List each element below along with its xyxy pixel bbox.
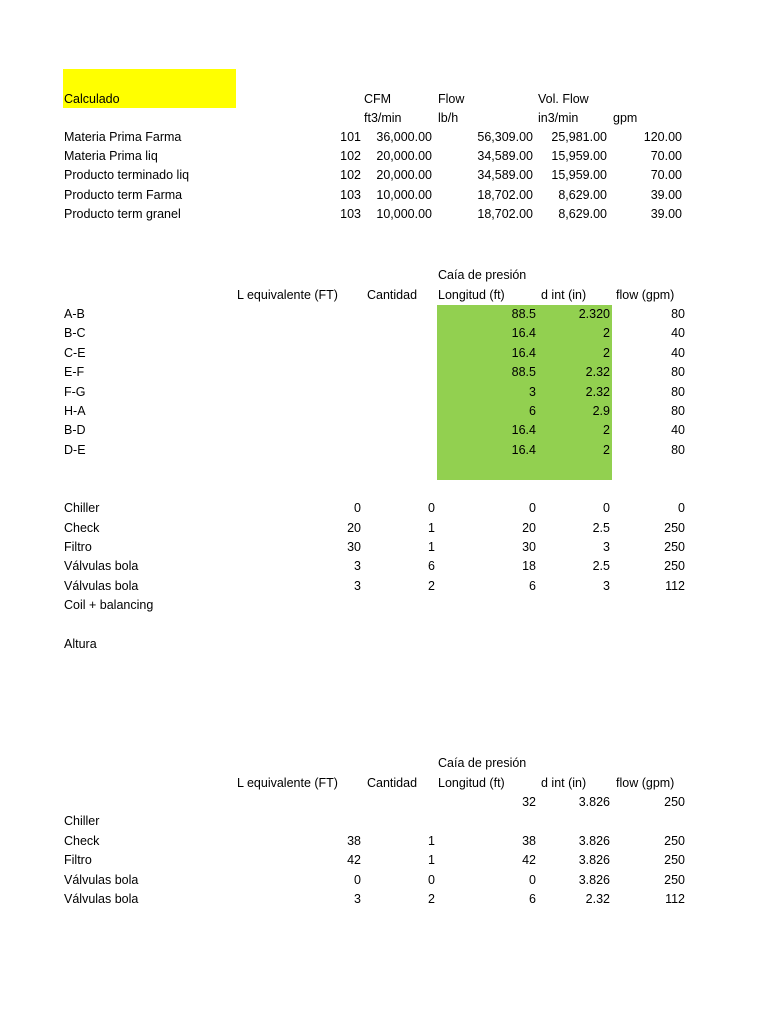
segment-longitud: 16.4	[511, 326, 536, 340]
header-cfm: CFM	[364, 92, 392, 106]
header-vol-flow: Vol. Flow	[538, 92, 589, 106]
header-longitud: Longitud (ft)	[438, 776, 505, 790]
segment-name: B-C	[64, 326, 86, 340]
product-flow: 18,702.00	[477, 188, 533, 202]
segment-longitud: 16.4	[511, 346, 536, 360]
fitting-cantidad: 2	[428, 892, 435, 906]
calculado-label: Calculado	[64, 92, 120, 106]
header-vol-unit: in3/min	[538, 111, 579, 125]
fitting-flow: 250	[664, 834, 685, 848]
segment-name: D-E	[64, 443, 86, 457]
product-vol-flow: 8,629.00	[558, 207, 607, 221]
fitting-cantidad: 0	[428, 873, 435, 887]
product-id: 101	[340, 130, 361, 144]
fitting-flow: 250	[664, 540, 685, 554]
product-name: Producto term granel	[64, 207, 181, 221]
product-gpm: 39.00	[650, 207, 682, 221]
fitting-cantidad: 2	[428, 579, 435, 593]
fitting-longitud: 6	[529, 892, 536, 906]
segment-d-int: 2	[603, 326, 610, 340]
product-id: 102	[340, 168, 361, 182]
fitting-d-int: 2.5	[592, 559, 610, 573]
segment-flow: 80	[671, 385, 685, 399]
fitting-flow: 112	[665, 579, 685, 593]
segment-flow: 80	[671, 365, 685, 379]
fitting-longitud: 0	[529, 501, 536, 515]
fitting-d-int: 3.826	[578, 834, 610, 848]
product-cfm: 10,000.00	[376, 207, 432, 221]
product-gpm: 120.00	[643, 130, 682, 144]
first-row-d-int: 3.826	[578, 795, 610, 809]
segment-longitud: 16.4	[511, 443, 536, 457]
segment-d-int: 2.32	[585, 365, 610, 379]
segment-longitud: 6	[529, 404, 536, 418]
product-vol-flow: 15,959.00	[551, 149, 607, 163]
segment-flow: 80	[671, 404, 685, 418]
first-row-flow: 250	[664, 795, 685, 809]
fitting-name: Chiller	[64, 501, 100, 515]
segment-name: F-G	[64, 385, 86, 399]
product-gpm: 70.00	[650, 168, 682, 182]
product-name: Materia Prima liq	[64, 149, 158, 163]
segment-d-int: 2	[603, 423, 610, 437]
fitting-name: Chiller	[64, 814, 100, 828]
fitting-name: Válvulas bola	[64, 579, 139, 593]
fitting-longitud: 0	[529, 873, 536, 887]
header-gpm: gpm	[613, 111, 638, 125]
fitting-d-int: 3.826	[578, 873, 610, 887]
fitting-flow: 0	[678, 501, 685, 515]
product-name: Producto term Farma	[64, 188, 183, 202]
segment-name: H-A	[64, 404, 86, 418]
product-flow: 18,702.00	[477, 207, 533, 221]
fitting-flow: 250	[664, 873, 685, 887]
header-flow-gpm: flow (gpm)	[616, 776, 675, 790]
fitting-longitud: 20	[522, 521, 536, 535]
header-d-int: d int (in)	[541, 776, 587, 790]
header-l-equivalente: L equivalente (FT)	[237, 776, 338, 790]
segment-longitud: 3	[529, 385, 536, 399]
product-gpm: 39.00	[650, 188, 682, 202]
fitting-d-int: 2.5	[592, 521, 610, 535]
fitting-name: Filtro	[64, 540, 92, 554]
fitting-flow: 250	[664, 521, 685, 535]
product-vol-flow: 25,981.00	[551, 130, 607, 144]
fitting-flow: 112	[665, 892, 685, 906]
product-cfm: 20,000.00	[376, 149, 432, 163]
header-flow-gpm: flow (gpm)	[616, 288, 675, 302]
fitting-name: Válvulas bola	[64, 873, 139, 887]
segment-name: E-F	[64, 365, 85, 379]
fitting-name: Válvulas bola	[64, 559, 139, 573]
segment-longitud: 16.4	[511, 423, 536, 437]
fitting-d-int: 3	[603, 540, 610, 554]
fitting-flow: 250	[664, 853, 685, 867]
product-cfm: 10,000.00	[376, 188, 432, 202]
fitting-l-equivalente: 3	[354, 579, 361, 593]
fitting-l-equivalente: 30	[347, 540, 361, 554]
fitting-cantidad: 6	[428, 559, 435, 573]
product-flow: 56,309.00	[477, 130, 533, 144]
fitting-d-int: 3	[603, 579, 610, 593]
fitting-flow: 250	[664, 559, 685, 573]
fitting-cantidad: 1	[428, 853, 435, 867]
segment-longitud: 88.5	[511, 365, 536, 379]
header-longitud: Longitud (ft)	[438, 288, 505, 302]
product-name: Producto terminado liq	[64, 168, 190, 182]
segment-flow: 40	[671, 346, 685, 360]
product-vol-flow: 15,959.00	[551, 168, 607, 182]
segment-d-int: 2.32	[585, 385, 610, 399]
header-caida-presion: Caía de presión	[438, 756, 527, 770]
fitting-cantidad: 1	[428, 521, 435, 535]
product-id: 103	[340, 188, 361, 202]
fitting-name: Válvulas bola	[64, 892, 139, 906]
fitting-cantidad: 1	[428, 834, 435, 848]
header-d-int: d int (in)	[541, 288, 587, 302]
fitting-l-equivalente: 0	[354, 501, 361, 515]
fitting-cantidad: 0	[428, 501, 435, 515]
header-flow-unit: lb/h	[438, 111, 459, 125]
fitting-l-equivalente: 20	[347, 521, 361, 535]
segment-name: C-E	[64, 346, 86, 360]
header-cfm-unit: ft3/min	[364, 111, 402, 125]
product-name: Materia Prima Farma	[64, 130, 182, 144]
fitting-name: Filtro	[64, 853, 92, 867]
fitting-cantidad: 1	[428, 540, 435, 554]
segment-d-int: 2.320	[578, 307, 610, 321]
product-cfm: 36,000.00	[376, 130, 432, 144]
segment-longitud: 88.5	[511, 307, 536, 321]
segment-d-int: 2.9	[592, 404, 610, 418]
product-id: 102	[340, 149, 361, 163]
header-flow: Flow	[438, 92, 465, 106]
product-cfm: 20,000.00	[376, 168, 432, 182]
segment-name: B-D	[64, 423, 86, 437]
segment-name: A-B	[64, 307, 85, 321]
segment-d-int: 2	[603, 346, 610, 360]
fitting-longitud: 18	[522, 559, 536, 573]
fitting-l-equivalente: 3	[354, 892, 361, 906]
fitting-d-int: 0	[603, 501, 610, 515]
product-gpm: 70.00	[650, 149, 682, 163]
header-cantidad: Cantidad	[367, 288, 418, 302]
fitting-d-int: 3.826	[578, 853, 610, 867]
fitting-longitud: 6	[529, 579, 536, 593]
fitting-longitud: 38	[522, 834, 536, 848]
product-vol-flow: 8,629.00	[558, 188, 607, 202]
segment-flow: 40	[671, 423, 685, 437]
header-caida-presion: Caía de presión	[438, 268, 527, 282]
segment-flow: 80	[671, 443, 685, 457]
segment-flow: 80	[671, 307, 685, 321]
fitting-longitud: 30	[522, 540, 536, 554]
fitting-l-equivalente: 3	[354, 559, 361, 573]
fitting-l-equivalente: 38	[347, 834, 361, 848]
altura-label: Altura	[64, 637, 97, 651]
header-cantidad: Cantidad	[367, 776, 418, 790]
fitting-l-equivalente: 42	[347, 853, 361, 867]
product-id: 103	[340, 207, 361, 221]
fitting-d-int: 2.32	[585, 892, 610, 906]
segment-flow: 40	[671, 326, 685, 340]
product-flow: 34,589.00	[477, 149, 533, 163]
fitting-name: Check	[64, 834, 100, 848]
fitting-longitud: 42	[522, 853, 536, 867]
header-l-equivalente: L equivalente (FT)	[237, 288, 338, 302]
fitting-l-equivalente: 0	[354, 873, 361, 887]
coil-balancing-label: Coil + balancing	[64, 598, 154, 612]
segment-d-int: 2	[603, 443, 610, 457]
fitting-name: Check	[64, 521, 100, 535]
product-flow: 34,589.00	[477, 168, 533, 182]
first-row-longitud: 32	[522, 795, 536, 809]
